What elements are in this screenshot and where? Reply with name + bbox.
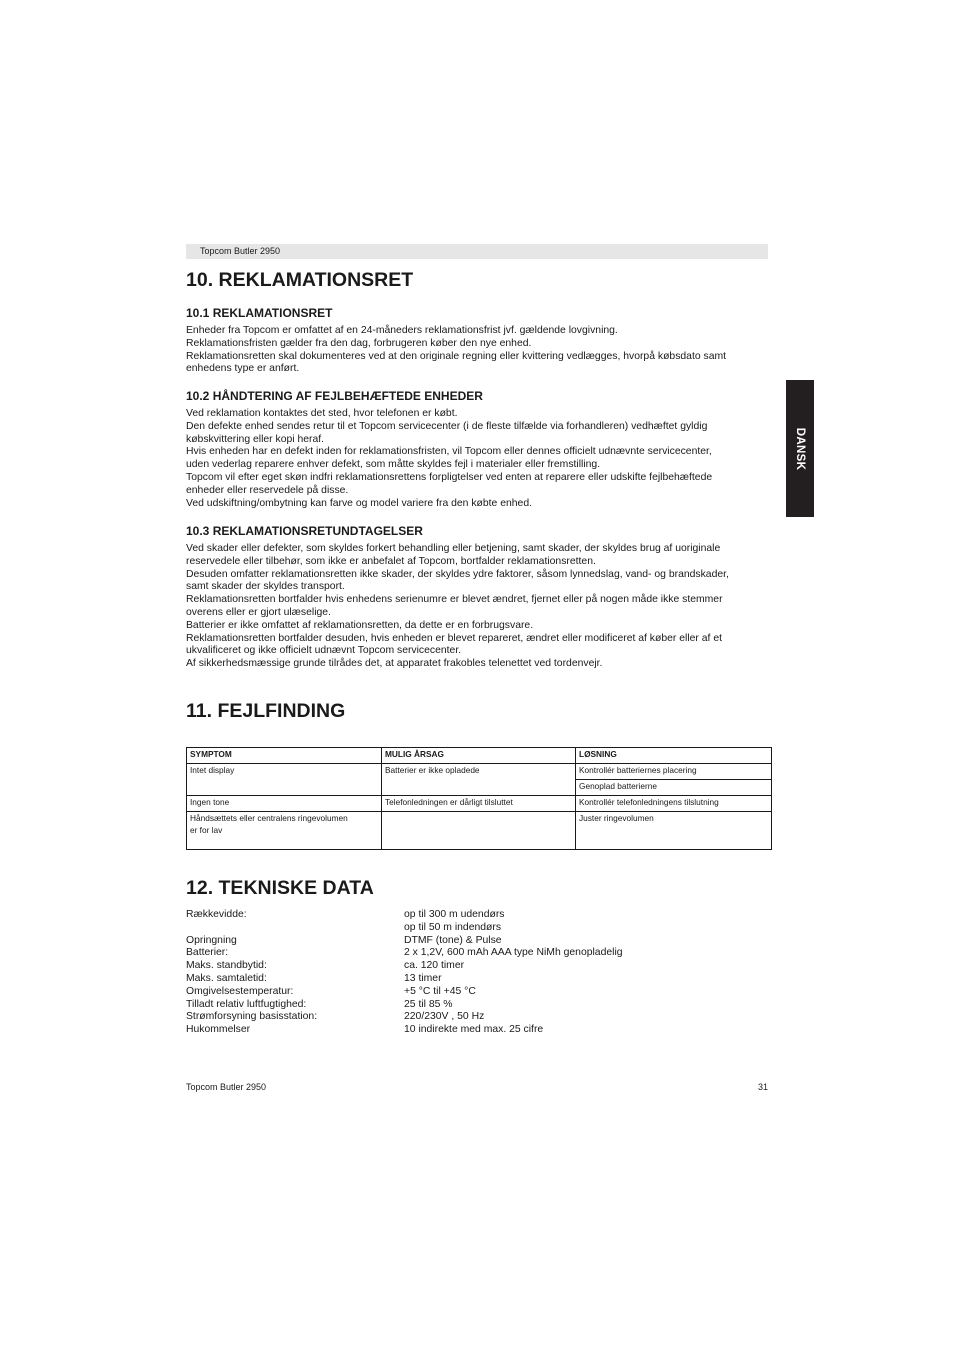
table-header-row: [187, 748, 772, 764]
table-cell-symptom: [187, 812, 382, 850]
spec-label: Omgivelsestemperatur:: [186, 985, 294, 997]
text-line: Batterier er ikke omfattet af reklamationsretten, da dette er en forbrugsvare.: [186, 619, 534, 631]
text-line: Ved skader eller defekter, som skyldes forkert behandling eller betjening, samt skader, der skyldes brug af uoriginale: [186, 543, 721, 554]
text-line: Topcom vil efter eget skøn indfri reklamationsrettens forpligtelser ved enten at reparere eller udskifte fejlbehæftede: [186, 471, 713, 483]
table-row: [187, 796, 772, 812]
text-line: Enheder fra Topcom er omfattet af en 24-måneders reklamationsfrist jvf. gældende lovgivning.: [186, 325, 618, 336]
text-line: enhedens type er anført.: [186, 363, 300, 375]
spec-row: [186, 960, 786, 973]
spec-value: 10 indirekte med max. 25 cifre: [404, 1024, 544, 1036]
text-line: samt skader der skyldes transport.: [186, 581, 345, 593]
spec-label: Maks. samtaletid:: [186, 972, 267, 984]
language-tab-label: DANSK: [794, 427, 806, 470]
text-line: Reklamationsretten bortfalder desuden, hvis enheden er blevet repareret, ændret eller modificeret af køber eller af et: [186, 632, 722, 644]
text-line: enheder eller reservedele på disse.: [186, 484, 349, 496]
column-header-solution: LØSNING: [576, 748, 772, 764]
text-line: Reklamationsretten skal dokumenteres ved at den originale regning eller kvittering vedlægges, hvorpå købsdato samt: [186, 350, 727, 362]
table-cell-solution: Kontrollér batteriernes placering: [576, 764, 772, 780]
section-10-2-body: [186, 408, 771, 510]
spec-label: Hukommelser: [186, 1024, 251, 1036]
section-10-3-title: 10.3 REKLAMATIONSRETUNDTAGELSER: [186, 524, 423, 538]
table-cell-solution: Kontrollér telefonledningens tilslutning: [576, 796, 772, 812]
spec-value: 25 til 85 %: [404, 998, 453, 1010]
spec-value: +5 °C til +45 °C: [404, 985, 476, 997]
text-line: Ved udskiftning/ombytning kan farve og model variere fra den købte enhed.: [186, 497, 532, 509]
running-header: [186, 244, 768, 259]
section-10-2-title: 10.2 HÅNDTERING AF FEJLBEHÆFTEDE ENHEDER: [186, 389, 483, 403]
table-cell-cause: [382, 812, 576, 850]
footer-title: Topcom Butler 2950: [186, 1082, 267, 1092]
section-10-1-body: [186, 325, 771, 376]
spec-value: DTMF (tone) & Pulse: [404, 934, 502, 946]
section-10-3-body: [186, 543, 771, 671]
text-line: overens eller er gjort ulæselige.: [186, 606, 331, 618]
text-line: reservedele eller tilbehør, som ikke er anbefalet af Topcom, bortfalder reklamationsretten.: [186, 555, 596, 567]
text-line: Reklamationsretten bortfalder hvis enhedens serienumre er blevet ændret, fjernet eller på nogen måde ikke stemmer: [186, 594, 723, 606]
spec-label: Rækkevidde:: [186, 909, 247, 920]
spec-row: [186, 986, 786, 999]
cell-line: er for lav: [190, 824, 223, 835]
spec-value: op til 50 m indendørs: [404, 921, 502, 933]
table-cell-cause: Telefonledningen er dårligt tilsluttet: [382, 796, 576, 812]
table-row: [187, 764, 772, 780]
page-number: 31: [757, 1082, 768, 1092]
spec-value: 220/230V , 50 Hz: [404, 1011, 485, 1023]
spec-value: 13 timer: [404, 972, 442, 984]
spec-row: [186, 909, 786, 922]
spec-row: [186, 922, 786, 935]
spec-value: op til 300 m udendørs: [404, 909, 505, 920]
technical-data-list: [186, 909, 786, 1037]
spec-label: Maks. standbytid:: [186, 960, 267, 972]
text-line: Ved reklamation kontaktes det sted, hvor telefonen er købt.: [186, 408, 458, 419]
section-10-title: 10. REKLAMATIONSRET: [186, 269, 414, 291]
text-line: Hvis enheden har en defekt inden for reklamationsfristen, vil Topcom eller dennes officielt udnævnte servicecenter,: [186, 446, 712, 458]
spec-row: [186, 1024, 786, 1037]
spec-value: ca. 120 timer: [404, 960, 465, 972]
section-11-title: 11. FEJLFINDING: [186, 700, 346, 722]
text-line: ukvalificeret og ikke officielt udnævnt Topcom servicecenter.: [186, 645, 462, 657]
cell-line: Håndsættets eller centralens ringevolumen: [190, 813, 348, 823]
spec-label: Opringning: [186, 934, 237, 946]
spec-row: [186, 999, 786, 1012]
section-12-title: 12. TEKNISKE DATA: [186, 877, 374, 899]
spec-label: Strømforsyning basisstation:: [186, 1011, 318, 1023]
table-cell-solution: Juster ringevolumen: [576, 812, 772, 850]
column-header-cause: MULIG ÅRSAG: [382, 748, 576, 764]
text-line: købskvittering eller kopi heraf.: [186, 433, 325, 445]
spec-value: 2 x 1,2V, 600 mAh AAA type NiMh genopladelig: [404, 947, 623, 959]
troubleshooting-table: [186, 747, 772, 850]
running-header-title: Topcom Butler 2950: [200, 246, 281, 256]
table-cell-solution: Genoplad batterierne: [576, 780, 772, 796]
language-tab: [786, 380, 814, 517]
spec-row: [186, 935, 786, 948]
spec-label: Batterier:: [186, 947, 229, 959]
spec-row: [186, 947, 786, 960]
spec-row: [186, 1011, 786, 1024]
text-line: Af sikkerhedsmæssige grunde tilrådes det, at apparatet frakobles telenettet ved tordenvejr.: [186, 658, 603, 670]
table-cell-symptom: Intet display: [187, 764, 382, 796]
text-line: Desuden omfatter reklamationsretten ikke skader, der skyldes ydre faktorer, såsom lynnedslag, vand- og brandskader,: [186, 568, 729, 580]
column-header-symptom: SYMPTOM: [187, 748, 382, 764]
text-line: uden vederlag reparere enhver defekt, som måtte skyldes fejl i materialer eller fremstilling.: [186, 459, 601, 471]
table-cell-symptom: Ingen tone: [187, 796, 382, 812]
table-cell-cause: Batterier er ikke opladede: [382, 764, 576, 796]
text-line: Reklamationsfristen gælder fra den dag, forbrugeren køber den nye enhed.: [186, 337, 532, 349]
text-line: Den defekte enhed sendes retur til et Topcom servicecenter (i de fleste tilfælde via forhandleren) vedhæftet gyldig: [186, 420, 708, 432]
table-row: [187, 812, 772, 850]
spec-row: [186, 973, 786, 986]
spec-label: Tilladt relativ luftfugtighed:: [186, 998, 307, 1010]
section-10-1-title: 10.1 REKLAMATIONSRET: [186, 306, 333, 320]
